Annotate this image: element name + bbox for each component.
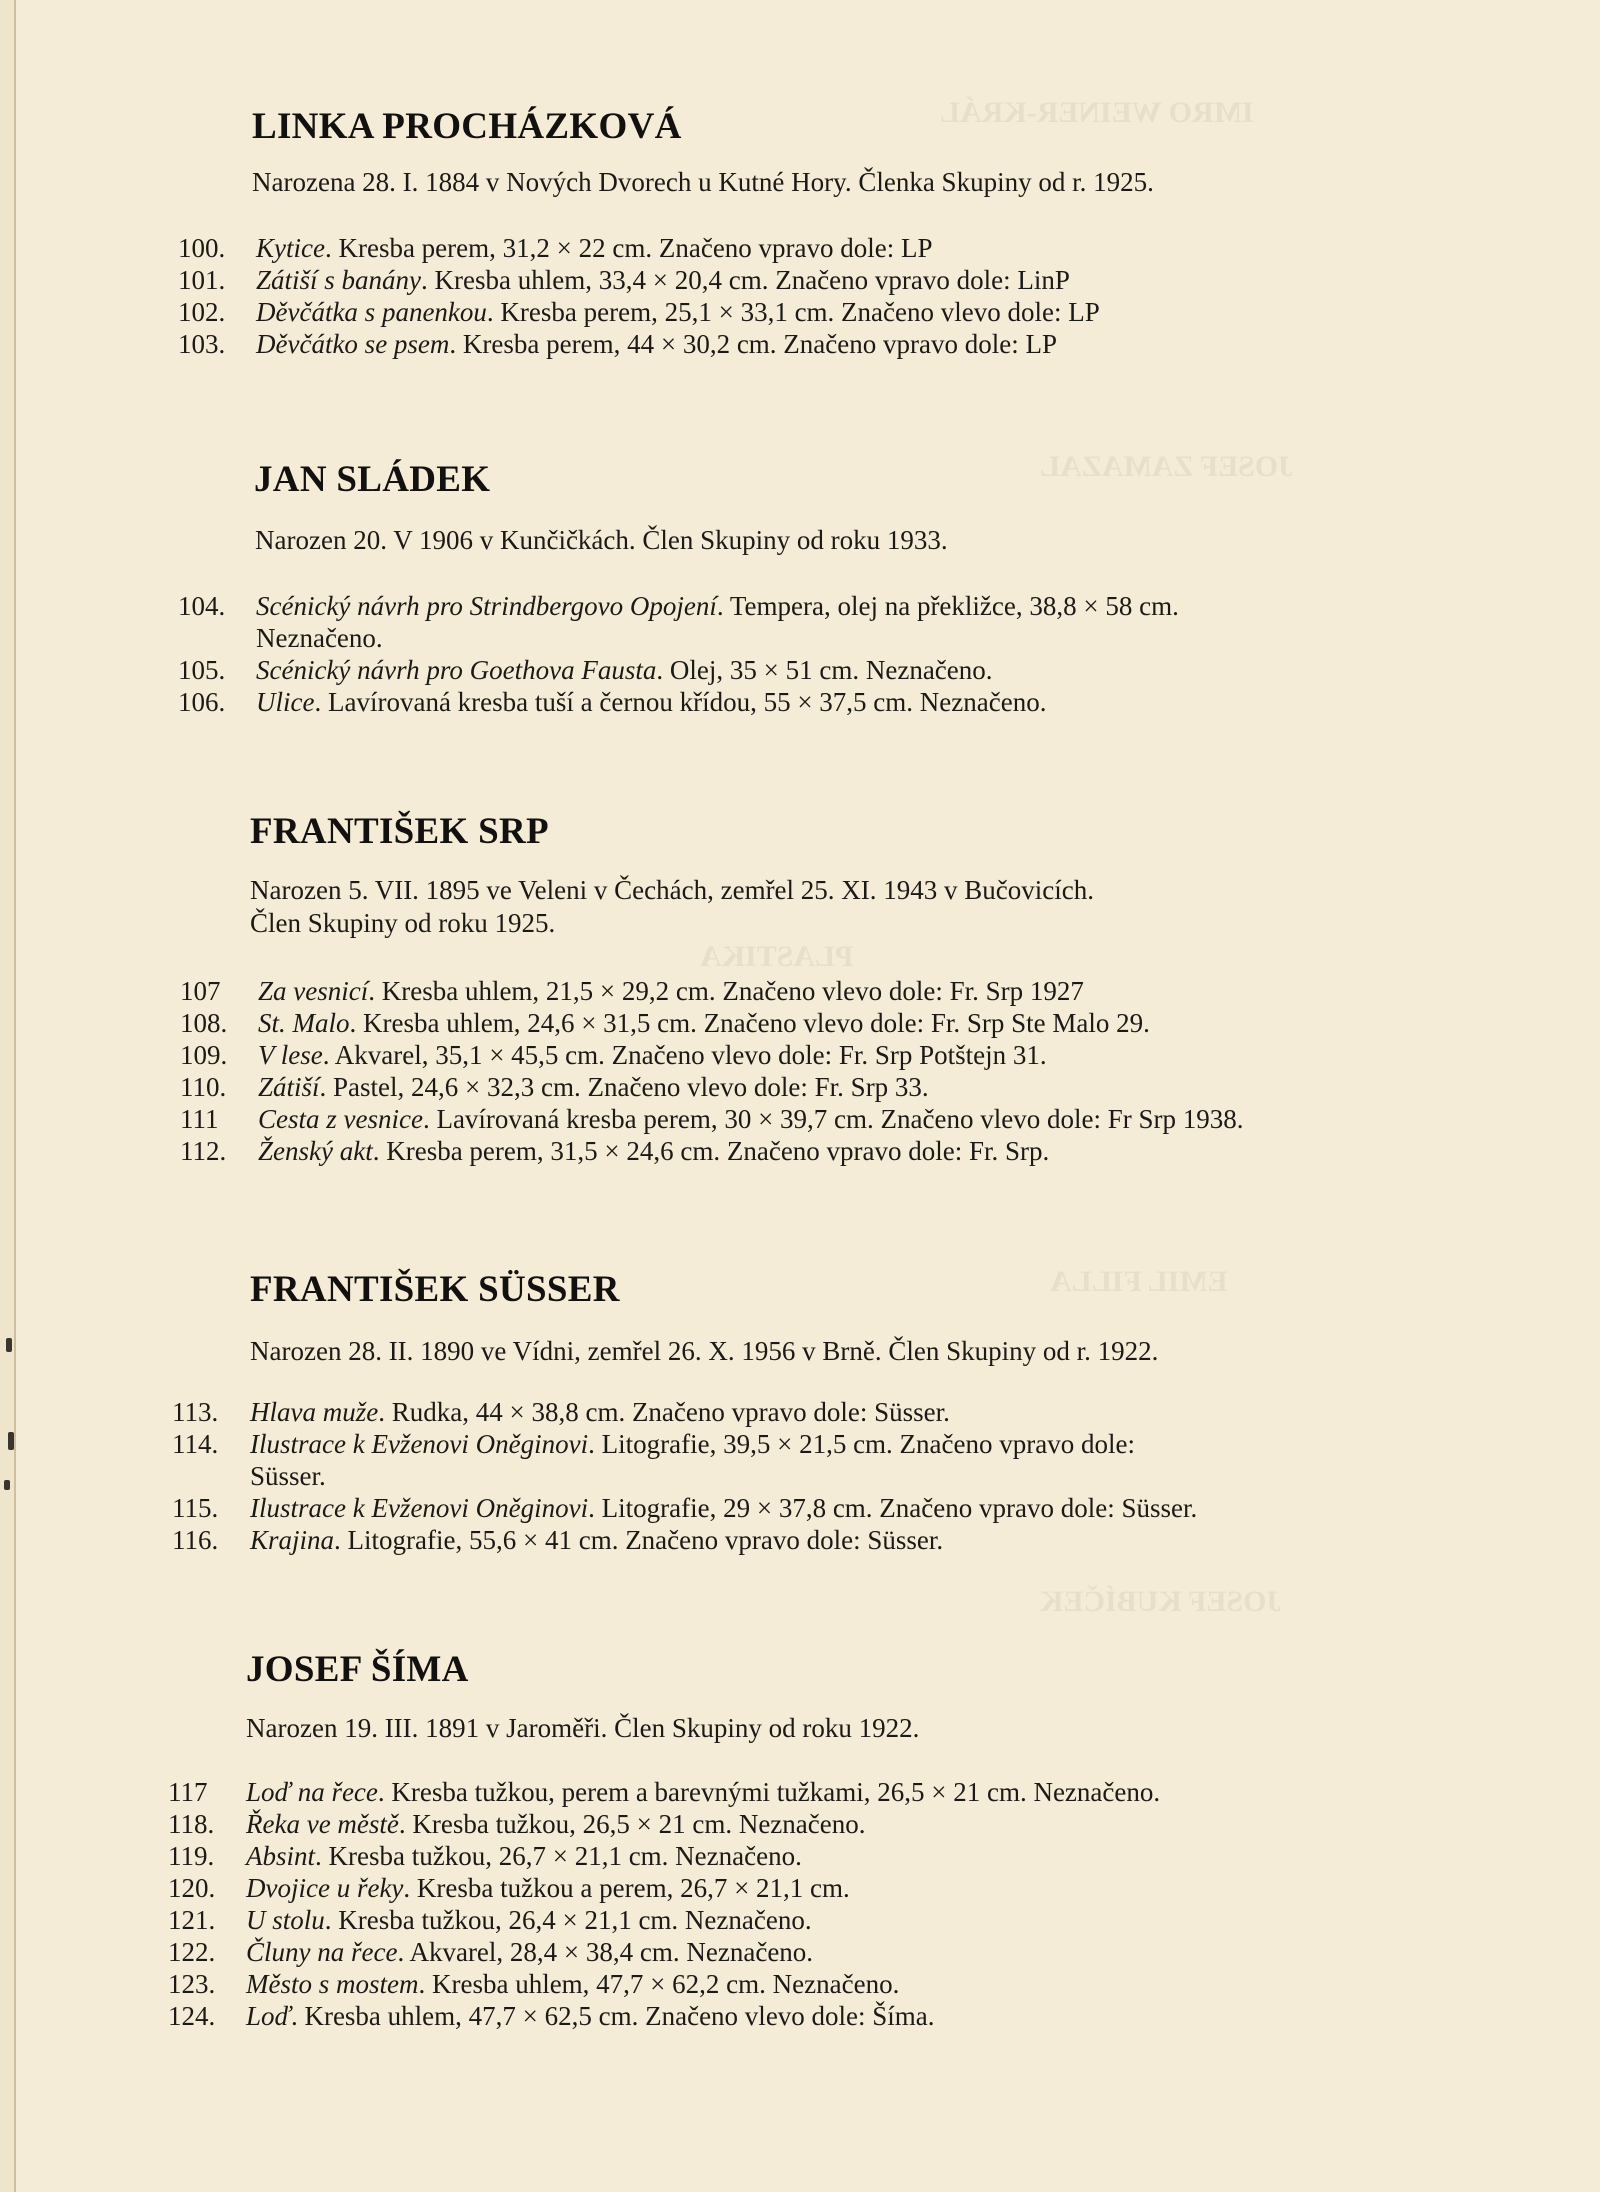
work-details-continued: Neznačeno. bbox=[256, 623, 383, 653]
work-details: . Kresba uhlem, 33,4 × 20,4 cm. Značeno vpravo dole: LinP bbox=[421, 265, 1070, 295]
work-title: Krajina bbox=[250, 1525, 335, 1555]
artist-bio: Narozen 5. VII. 1895 ve Veleni v Čechách, zemřel 25. XI. 1943 v Bučovicích. bbox=[250, 875, 1095, 905]
work-entry bbox=[168, 1808, 1160, 1840]
margin-mark bbox=[4, 1480, 10, 1490]
show-through-text: JOSEF KUBÍČEK bbox=[1040, 1585, 1282, 1618]
work-number: 105. bbox=[178, 655, 226, 685]
works-list bbox=[172, 1396, 1197, 1556]
work-number: 123. bbox=[168, 1969, 216, 1999]
work-details: . Lavírovaná kresba perem, 30 × 39,7 cm. Značeno vlevo dole: Fr Srp 1938. bbox=[422, 1104, 1244, 1134]
work-title: Čluny na řece bbox=[246, 1937, 398, 1967]
artist-bio: Narozen 28. II. 1890 ve Vídni, zemřel 26. X. 1956 v Brně. Člen Skupiny od r. 1922. bbox=[250, 1336, 1159, 1366]
work-number: 113. bbox=[172, 1397, 219, 1427]
work-details: . Tempera, olej na překližce, 38,8 × 58 cm. bbox=[716, 591, 1179, 621]
page-binding-edge bbox=[0, 0, 16, 2192]
work-number: 101. bbox=[178, 265, 226, 295]
work-entry bbox=[180, 1007, 1243, 1039]
work-details: . Kresba uhlem, 24,6 × 31,5 cm. Značeno vlevo dole: Fr. Srp Ste Malo 29. bbox=[349, 1008, 1150, 1038]
work-number: 117 bbox=[168, 1777, 208, 1807]
show-through-text: IMRO WEINER-KRÁL bbox=[940, 96, 1254, 129]
work-number: 114. bbox=[172, 1429, 219, 1459]
work-entry bbox=[168, 1872, 1160, 1904]
work-number: 116. bbox=[172, 1525, 219, 1555]
work-number: 103. bbox=[178, 329, 226, 359]
work-title: Dvojice u řeky bbox=[246, 1873, 404, 1903]
work-number: 106. bbox=[178, 687, 226, 717]
work-number: 112. bbox=[180, 1136, 227, 1166]
artist-bio: Narozen 20. V 1906 v Kunčičkách. Člen Skupiny od roku 1933. bbox=[255, 525, 948, 555]
work-number: 110. bbox=[180, 1072, 227, 1102]
work-title: Děvčátko se psem bbox=[256, 329, 450, 359]
work-entry bbox=[178, 686, 1179, 718]
artist-bio-line-2: Člen Skupiny od roku 1925. bbox=[250, 908, 556, 938]
artist-heading: LINKA PROCHÁZKOVÁ bbox=[252, 106, 682, 147]
work-entry bbox=[180, 1135, 1243, 1167]
work-number: 122. bbox=[168, 1937, 216, 1967]
work-details: . Kresba uhlem, 47,7 × 62,2 cm. Neznačeno. bbox=[418, 1969, 900, 1999]
work-entry bbox=[168, 2000, 1160, 2032]
work-details: . Kresba tužkou, perem a barevnými tužkami, 26,5 × 21 cm. Neznačeno. bbox=[377, 1777, 1161, 1807]
work-number: 104. bbox=[178, 591, 226, 621]
work-title: Absint bbox=[246, 1841, 316, 1871]
work-title: Cesta z vesnice bbox=[258, 1104, 423, 1134]
work-number: 107 bbox=[180, 976, 221, 1006]
work-entry bbox=[168, 1840, 1160, 1872]
work-details: . Kresba uhlem, 21,5 × 29,2 cm. Značeno vlevo dole: Fr. Srp 1927 bbox=[368, 976, 1084, 1006]
work-title: Loď na řece bbox=[246, 1777, 378, 1807]
show-through-text: EMIL FILLA bbox=[1050, 1265, 1228, 1298]
works-list bbox=[178, 590, 1179, 718]
work-entry bbox=[172, 1396, 1197, 1428]
show-through-text: PLASTIKA bbox=[700, 940, 854, 973]
work-entry bbox=[178, 296, 1100, 328]
work-number: 100. bbox=[178, 233, 226, 263]
work-title: Město s mostem bbox=[246, 1969, 419, 1999]
margin-mark bbox=[8, 1432, 14, 1450]
work-details: . Kresba tužkou, 26,5 × 21 cm. Neznačeno. bbox=[398, 1809, 866, 1839]
work-number: 109. bbox=[180, 1040, 228, 1070]
work-entry bbox=[180, 975, 1243, 1007]
work-number: 119. bbox=[168, 1841, 215, 1871]
work-entry bbox=[168, 1776, 1160, 1808]
work-details: . Kresba perem, 44 × 30,2 cm. Značeno vpravo dole: LP bbox=[449, 329, 1057, 359]
work-entry bbox=[168, 1968, 1160, 2000]
work-title: Zátiší s banány bbox=[256, 265, 422, 295]
work-title: U stolu bbox=[246, 1905, 325, 1935]
work-details: . Rudka, 44 × 38,8 cm. Značeno vpravo dole: Süsser. bbox=[378, 1397, 950, 1427]
work-title: St. Malo bbox=[258, 1008, 350, 1038]
work-title: Za vesnicí bbox=[258, 976, 369, 1006]
work-title: Ilustrace k Evženovi Oněginovi bbox=[250, 1493, 589, 1523]
work-entry bbox=[178, 232, 1100, 264]
work-details: . Litografie, 29 × 37,8 cm. Značeno vpravo dole: Süsser. bbox=[588, 1493, 1198, 1523]
work-title: Zátiší bbox=[258, 1072, 320, 1102]
work-title: Děvčátka s panenkou bbox=[256, 297, 487, 327]
work-title: Hlava muže bbox=[250, 1397, 379, 1427]
work-details: . Olej, 35 × 51 cm. Neznačeno. bbox=[656, 655, 993, 685]
work-details: . Lavírovaná kresba tuší a černou křídou, 55 × 37,5 cm. Neznačeno. bbox=[314, 687, 1047, 717]
work-entry bbox=[178, 654, 1179, 686]
work-title: Ženský akt bbox=[258, 1136, 373, 1166]
work-entry bbox=[178, 590, 1179, 654]
work-details: . Litografie, 39,5 × 21,5 cm. Značeno vpravo dole: bbox=[588, 1429, 1135, 1459]
work-title: Scénický návrh pro Strindbergovo Opojení bbox=[256, 591, 717, 621]
work-title: V lese bbox=[258, 1040, 323, 1070]
work-entry bbox=[172, 1524, 1197, 1556]
works-list bbox=[180, 975, 1243, 1167]
artist-heading: JOSEF ŠÍMA bbox=[246, 1649, 469, 1690]
work-entry bbox=[172, 1428, 1197, 1492]
work-entry bbox=[178, 328, 1100, 360]
work-number: 111 bbox=[180, 1104, 219, 1134]
artist-heading: FRANTIŠEK SÜSSER bbox=[250, 1269, 620, 1310]
work-title: Ulice bbox=[256, 687, 315, 717]
work-details: . Pastel, 24,6 × 32,3 cm. Značeno vlevo dole: Fr. Srp 33. bbox=[319, 1072, 929, 1102]
work-details: . Litografie, 55,6 × 41 cm. Značeno vpravo dole: Süsser. bbox=[334, 1525, 944, 1555]
work-details: . Kresba tužkou, 26,7 × 21,1 cm. Neznačeno. bbox=[315, 1841, 802, 1871]
work-title: Ilustrace k Evženovi Oněginovi bbox=[250, 1429, 589, 1459]
work-number: 120. bbox=[168, 1873, 216, 1903]
work-title: Kytice bbox=[256, 233, 325, 263]
work-entry bbox=[168, 1936, 1160, 1968]
work-details: . Kresba perem, 31,2 × 22 cm. Značeno vpravo dole: LP bbox=[324, 233, 933, 263]
work-number: 118. bbox=[168, 1809, 215, 1839]
works-list bbox=[178, 232, 1100, 360]
work-details: . Kresba perem, 31,5 × 24,6 cm. Značeno vpravo dole: Fr. Srp. bbox=[372, 1136, 1050, 1166]
work-entry bbox=[180, 1071, 1243, 1103]
work-entry bbox=[180, 1103, 1243, 1135]
work-details: . Akvarel, 28,4 × 38,4 cm. Neznačeno. bbox=[397, 1937, 814, 1967]
work-details: . Kresba tužkou a perem, 26,7 × 21,1 cm. bbox=[403, 1873, 850, 1903]
work-number: 121. bbox=[168, 1905, 216, 1935]
margin-mark bbox=[6, 1338, 12, 1352]
artist-bio: Narozena 28. I. 1884 v Nových Dvorech u Kutné Hory. Členka Skupiny od r. 1925. bbox=[252, 167, 1154, 197]
works-list bbox=[168, 1776, 1160, 2032]
artist-heading: JAN SLÁDEK bbox=[254, 459, 491, 500]
work-details: . Kresba perem, 25,1 × 33,1 cm. Značeno vlevo dole: LP bbox=[486, 297, 1100, 327]
work-entry bbox=[168, 1904, 1160, 1936]
work-details: . Akvarel, 35,1 × 45,5 cm. Značeno vlevo dole: Fr. Srp Potštejn 31. bbox=[322, 1040, 1047, 1070]
work-entry bbox=[180, 1039, 1243, 1071]
artist-bio: Narozen 19. III. 1891 v Jaroměři. Člen Skupiny od roku 1922. bbox=[246, 1713, 920, 1743]
work-entry bbox=[172, 1492, 1197, 1524]
work-number: 124. bbox=[168, 2001, 216, 2031]
show-through-text: JOSEF ZAMAZAL bbox=[1040, 450, 1294, 483]
work-number: 115. bbox=[172, 1493, 219, 1523]
work-title: Scénický návrh pro Goethova Fausta bbox=[256, 655, 657, 685]
work-number: 102. bbox=[178, 297, 226, 327]
work-details: . Kresba tužkou, 26,4 × 21,1 cm. Neznačeno. bbox=[324, 1905, 812, 1935]
work-number: 108. bbox=[180, 1008, 228, 1038]
work-title: Řeka ve městě bbox=[246, 1809, 399, 1839]
work-entry bbox=[178, 264, 1100, 296]
work-details-continued: Süsser. bbox=[250, 1461, 326, 1491]
work-title: Loď bbox=[246, 2001, 291, 2031]
work-details: . Kresba uhlem, 47,7 × 62,5 cm. Značeno vlevo dole: Šíma. bbox=[290, 2001, 935, 2031]
artist-heading: FRANTIŠEK SRP bbox=[250, 811, 549, 852]
